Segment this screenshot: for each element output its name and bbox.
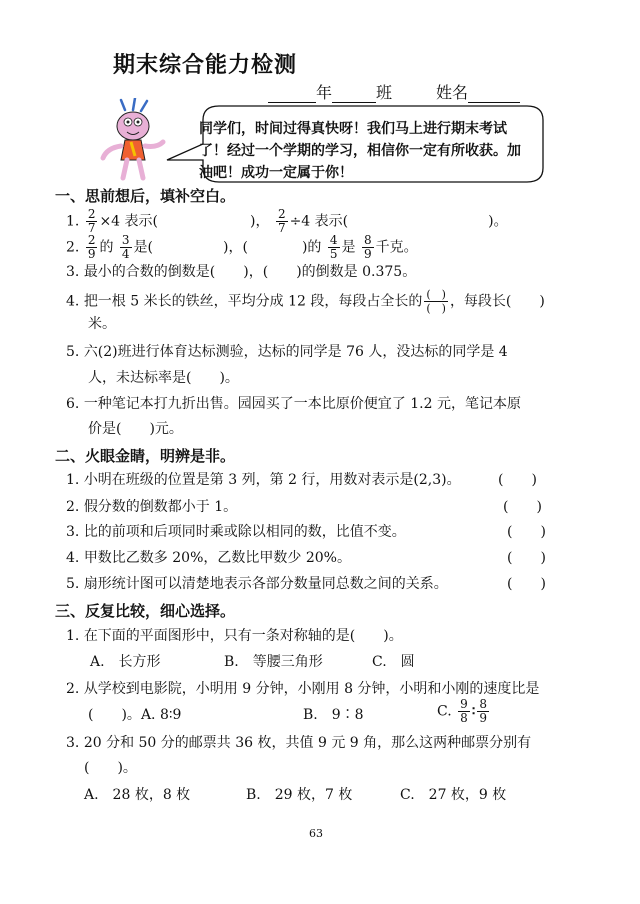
s2-q3: 3. 比的前项和后项同时乘或除以相同的数，比值不变。 (66, 524, 406, 540)
fraction: $\frac{2}{9}$ (87, 233, 96, 261)
fraction: $\frac{9}{8}$ (460, 697, 468, 725)
fraction: $\frac{8}{9}$ (363, 233, 372, 261)
fraction: $\frac{2}{7}$ (87, 207, 96, 235)
q-number: 2. (66, 239, 80, 256)
s2-q2: 2. 假分数的倒数都小于 1。 (66, 499, 238, 515)
choice-blank[interactable]: ( )。 (84, 760, 137, 776)
s2-q4: 4. 甲数比乙数多 20%，乙数比甲数少 20%。 (66, 550, 351, 566)
class-label: 班 (376, 83, 393, 102)
s2-q1: 1. 小明在班级的位置是第 3 列，第 2 行，用数对表示是(2,3)。 (66, 472, 461, 488)
section1-heading: 一、思前想后，填补空白。 (55, 187, 236, 205)
section3-heading: 三、反复比较，细心选择。 (55, 602, 236, 620)
page-title: 期末综合能力检测 (113, 53, 298, 78)
speech-text: 同学们，时间过得真快呀！我们马上进行期末考试了！经过一个学期的学习，相信你一定有所收获。加油吧！成功一定属于你！ (199, 121, 521, 181)
page-number: 63 (309, 827, 323, 840)
option-a[interactable]: A. 28 枚，8 枚 (84, 787, 191, 803)
name-label: 姓名 (436, 83, 469, 102)
option-c[interactable]: C. 圆 (372, 654, 415, 670)
fraction: $\frac{2}{7}$ (277, 207, 286, 235)
fraction: $\frac{3}{4}$ (121, 233, 130, 261)
s1-q6 (66, 394, 521, 414)
s3-q3: 3. 20 分和 50 分的邮票共 36 枚，共值 9 元 9 角，那么这两种邮票分别有 (66, 735, 532, 751)
s1-q1: 1. $\frac{2}{7}$ ×4 表示( )， $\frac{2}{7}$ ÷4 表示( )。 (66, 207, 508, 235)
choice-blank[interactable]: ( )。A. 8∶9 (88, 707, 182, 723)
mascot-icon (103, 98, 163, 178)
judge-blank[interactable]: ( ) (507, 550, 546, 566)
option-b[interactable]: B. 等腰三角形 (224, 654, 323, 670)
q-text: 六(2)班进行体育达标测验，达标的同学是 76 人，没达标的同学是 4 (83, 344, 508, 360)
fraction-blank[interactable]: $\frac{( )}{( )}$ (426, 288, 446, 315)
q-number: 4. (66, 293, 80, 310)
s3-q1: 1. 在下面的平面图形中，只有一条对称轴的是( )。 (66, 628, 403, 644)
q-number: 6. (66, 396, 80, 412)
s1-q2: 2. $\frac{2}{9}$ 的 $\frac{3}{4}$ 是( )，( )的 $\frac{4}{5}$ 是 $\frac{8}{9}$ 千克。 (66, 233, 418, 261)
judge-blank[interactable]: ( ) (507, 524, 546, 540)
s3-q2: 2. 从学校到电影院，小明用 9 分钟，小刚用 8 分钟，小明和小刚的速度比是 (66, 681, 540, 697)
s1-q6-cont: 价是( )元。 (88, 421, 183, 437)
option-b[interactable]: B. 29 枚，7 枚 (246, 787, 353, 803)
q-number: 1. (66, 213, 80, 230)
q-text: 一种笔记本打九折出售。园园买了一本比原价便宜了 1.2 元，笔记本原 (83, 396, 521, 412)
s2-q5: 5. 扇形统计图可以清楚地表示各部分数量同总数之间的关系。 (66, 576, 448, 592)
option-c[interactable]: C. 27 枚，9 枚 (400, 787, 507, 803)
q-number: 5. (66, 344, 80, 360)
q-text: 把一根 5 米长的铁丝，平均分成 12 段，每段占全长的 (83, 293, 423, 310)
option-b[interactable]: B. 9∶8 (303, 707, 364, 723)
s1-q3 (66, 262, 416, 282)
q-text: 最小的合数的倒数是( )，( )的倒数是 0.375。 (83, 264, 417, 280)
fraction: $\frac{4}{5}$ (329, 233, 338, 261)
s1-q4-cont: 米。 (88, 316, 116, 332)
judge-blank[interactable]: ( ) (507, 576, 546, 592)
fraction: $\frac{8}{9}$ (479, 697, 488, 725)
section2-heading: 二、火眼金睛，明辨是非。 (55, 447, 236, 465)
s1-q5 (66, 342, 508, 362)
q-number: 3. (66, 264, 80, 280)
option-a[interactable]: A. 长方形 (90, 654, 161, 670)
judge-blank[interactable]: ( ) (503, 499, 542, 515)
q-text: ，每段长( ) (449, 293, 545, 310)
year-label: 年 (316, 83, 333, 102)
judge-blank[interactable]: ( ) (498, 472, 537, 488)
s1-q4 (66, 288, 545, 315)
s1-q5-cont: 人，未达标率是( )。 (88, 370, 239, 386)
option-a[interactable]: A. 8∶9 (140, 707, 182, 723)
option-c[interactable]: C. $\frac{9}{8}$ ∶ $\frac{8}{9}$ (437, 697, 488, 725)
